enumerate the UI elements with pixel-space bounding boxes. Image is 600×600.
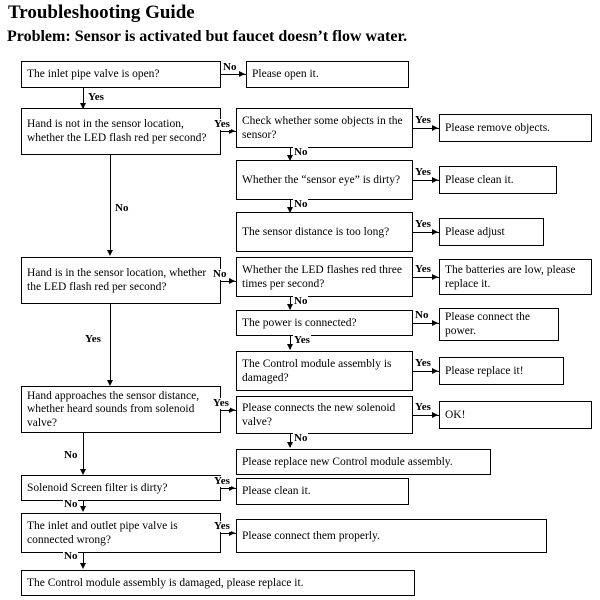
arrow-n8-to-connect-power: [432, 320, 438, 326]
label-n4-yes: Yes: [415, 166, 431, 178]
arrow-n7-to-batteries: [432, 274, 438, 280]
node-hand-in-sensor-label: Hand is in the sensor location, whether the LED flash red per second?: [27, 267, 207, 293]
label-n5-yes: Yes: [415, 218, 431, 230]
label-n7-no: No: [294, 295, 308, 307]
node-replace-control-module-assembly: [236, 449, 491, 475]
node-connect-them-properly: [236, 519, 547, 553]
node-ok: [439, 401, 592, 429]
arrow-n6-to-n7: [229, 278, 235, 284]
node-sensor-distance-long: [236, 212, 413, 252]
label-n14-no: No: [64, 550, 78, 562]
node-ok-label: OK!: [445, 408, 466, 421]
label-n4-no: No: [294, 198, 308, 210]
arrow-n5-to-adjust: [432, 229, 438, 235]
node-please-clean-it-2: [236, 478, 409, 505]
arrow-n4-to-clean: [432, 177, 438, 183]
node-solenoid-screen-filter-label: Solenoid Screen filter is dirty?: [27, 481, 168, 494]
label-n8-yes: Yes: [294, 334, 310, 346]
label-n13-no: No: [64, 498, 78, 510]
node-remove-objects: [439, 114, 592, 142]
label-n3-no: No: [294, 146, 308, 158]
node-please-replace-it: [439, 357, 564, 385]
node-remove-objects-label: Please remove objects.: [445, 121, 551, 134]
node-hand-approaches-sensor: [21, 386, 221, 433]
node-hand-not-in-sensor-label: Hand is not in the sensor location, whether the LED flash red per second?: [27, 118, 207, 144]
node-hand-in-sensor: [21, 257, 221, 304]
arrow-n11-to-ok: [432, 412, 438, 418]
node-please-adjust: [439, 218, 544, 246]
node-please-clean-it-1: [439, 166, 557, 194]
node-sensor-eye-dirty-label: Whether the “sensor eye” is dirty?: [242, 173, 401, 186]
arrow-n14-to-n15: [80, 563, 86, 569]
label-n6-yes: Yes: [85, 333, 101, 345]
edge-n10-to-n13: [83, 433, 84, 469]
node-batteries-low-label: The batteries are low, please replace it.: [445, 263, 576, 290]
arrow-n9-to-replace: [432, 368, 438, 374]
label-n10-yes: Yes: [213, 397, 229, 409]
node-connect-them-properly-label: Please connect them properly.: [242, 529, 380, 542]
label-n3-yes: Yes: [415, 114, 431, 126]
node-power-connected-label: The power is connected?: [242, 316, 357, 329]
node-please-clean-it-2-label: Please clean it.: [242, 485, 311, 498]
label-n11-no: No: [294, 432, 308, 444]
node-sensor-eye-dirty: [236, 160, 413, 200]
node-inlet-pipe-valve-label: The inlet pipe valve is open?: [27, 68, 160, 81]
node-inlet-outlet-wrong-label: The inlet and outlet pipe valve is connected wrong?: [27, 519, 178, 546]
node-sensor-distance-long-label: The sensor distance is too long?: [242, 225, 390, 238]
label-n6-no: No: [213, 268, 227, 280]
node-power-connected: [236, 310, 413, 336]
page-subtitle: Problem: Sensor is activated but faucet doesn’t flow water.: [7, 28, 408, 45]
arrow-n1-to-open: [239, 71, 245, 77]
arrow-n8-to-n9: [287, 344, 293, 350]
label-n13-yes: Yes: [214, 475, 230, 487]
label-n7-yes: Yes: [415, 263, 431, 275]
node-please-clean-it-1-label: Please clean it.: [445, 173, 514, 186]
label-n1-no: Yes: [88, 91, 104, 103]
node-please-connect-power-label: Please connect the power.: [445, 311, 530, 337]
node-please-adjust-label: Please adjust: [445, 225, 505, 238]
node-inlet-outlet-wrong: [21, 513, 221, 553]
node-led-flash-three-times: [236, 257, 413, 297]
node-hand-not-in-sensor: [21, 108, 221, 155]
label-n10-no: No: [64, 449, 78, 461]
node-please-replace-it-label: Please replace it!: [445, 364, 524, 377]
node-please-open-it: [246, 61, 409, 88]
node-batteries-low: [439, 259, 592, 295]
node-please-open-it-label: Please open it.: [252, 68, 319, 81]
node-check-objects: [236, 108, 413, 148]
node-final-control-module-damaged-label: The Control module assembly is damaged, please replace it.: [27, 576, 304, 589]
arrow-n10-to-n11: [229, 407, 235, 413]
node-led-flash-three-times-label: Whether the LED flashes red three times per second?: [242, 263, 402, 290]
node-connect-new-solenoid-label: Please connects the new solenoid valve?: [242, 401, 396, 428]
label-n14-yes: Yes: [214, 520, 230, 532]
node-inlet-pipe-valve: [21, 61, 221, 88]
label-n2-no: No: [115, 202, 129, 214]
node-replace-control-module-assembly-label: Please replace new Control module assembly.: [242, 455, 453, 468]
node-please-connect-power: [439, 308, 559, 341]
node-final-control-module-damaged: [21, 570, 415, 596]
node-check-objects-label: Check whether some objects in the sensor?: [242, 114, 403, 141]
arrow-n2-to-n6: [107, 250, 113, 256]
node-hand-approaches-sensor-label: Hand approaches the sensor distance, whether heard sounds from solenoid valve?: [27, 389, 200, 429]
edge-n2-to-n6: [110, 155, 111, 250]
node-connect-new-solenoid: [236, 396, 413, 434]
label-n11-yes: Yes: [415, 401, 431, 413]
node-control-module-damaged-label: The Control module assembly is damaged?: [242, 357, 392, 384]
label-n9-yes: Yes: [415, 357, 431, 369]
label-n2-yes: Yes: [214, 118, 230, 130]
label-n8-no: No: [415, 309, 429, 321]
page-title: Troubleshooting Guide: [8, 2, 195, 23]
arrow-n13-to-n14: [80, 506, 86, 512]
arrow-n11-to-n12: [287, 442, 293, 448]
arrow-n3-to-remove: [432, 125, 438, 131]
label-n1-yes: No: [223, 61, 237, 73]
node-control-module-damaged: [236, 351, 413, 391]
edge-n6-to-n10: [110, 304, 111, 380]
node-solenoid-screen-filter: [21, 475, 221, 501]
